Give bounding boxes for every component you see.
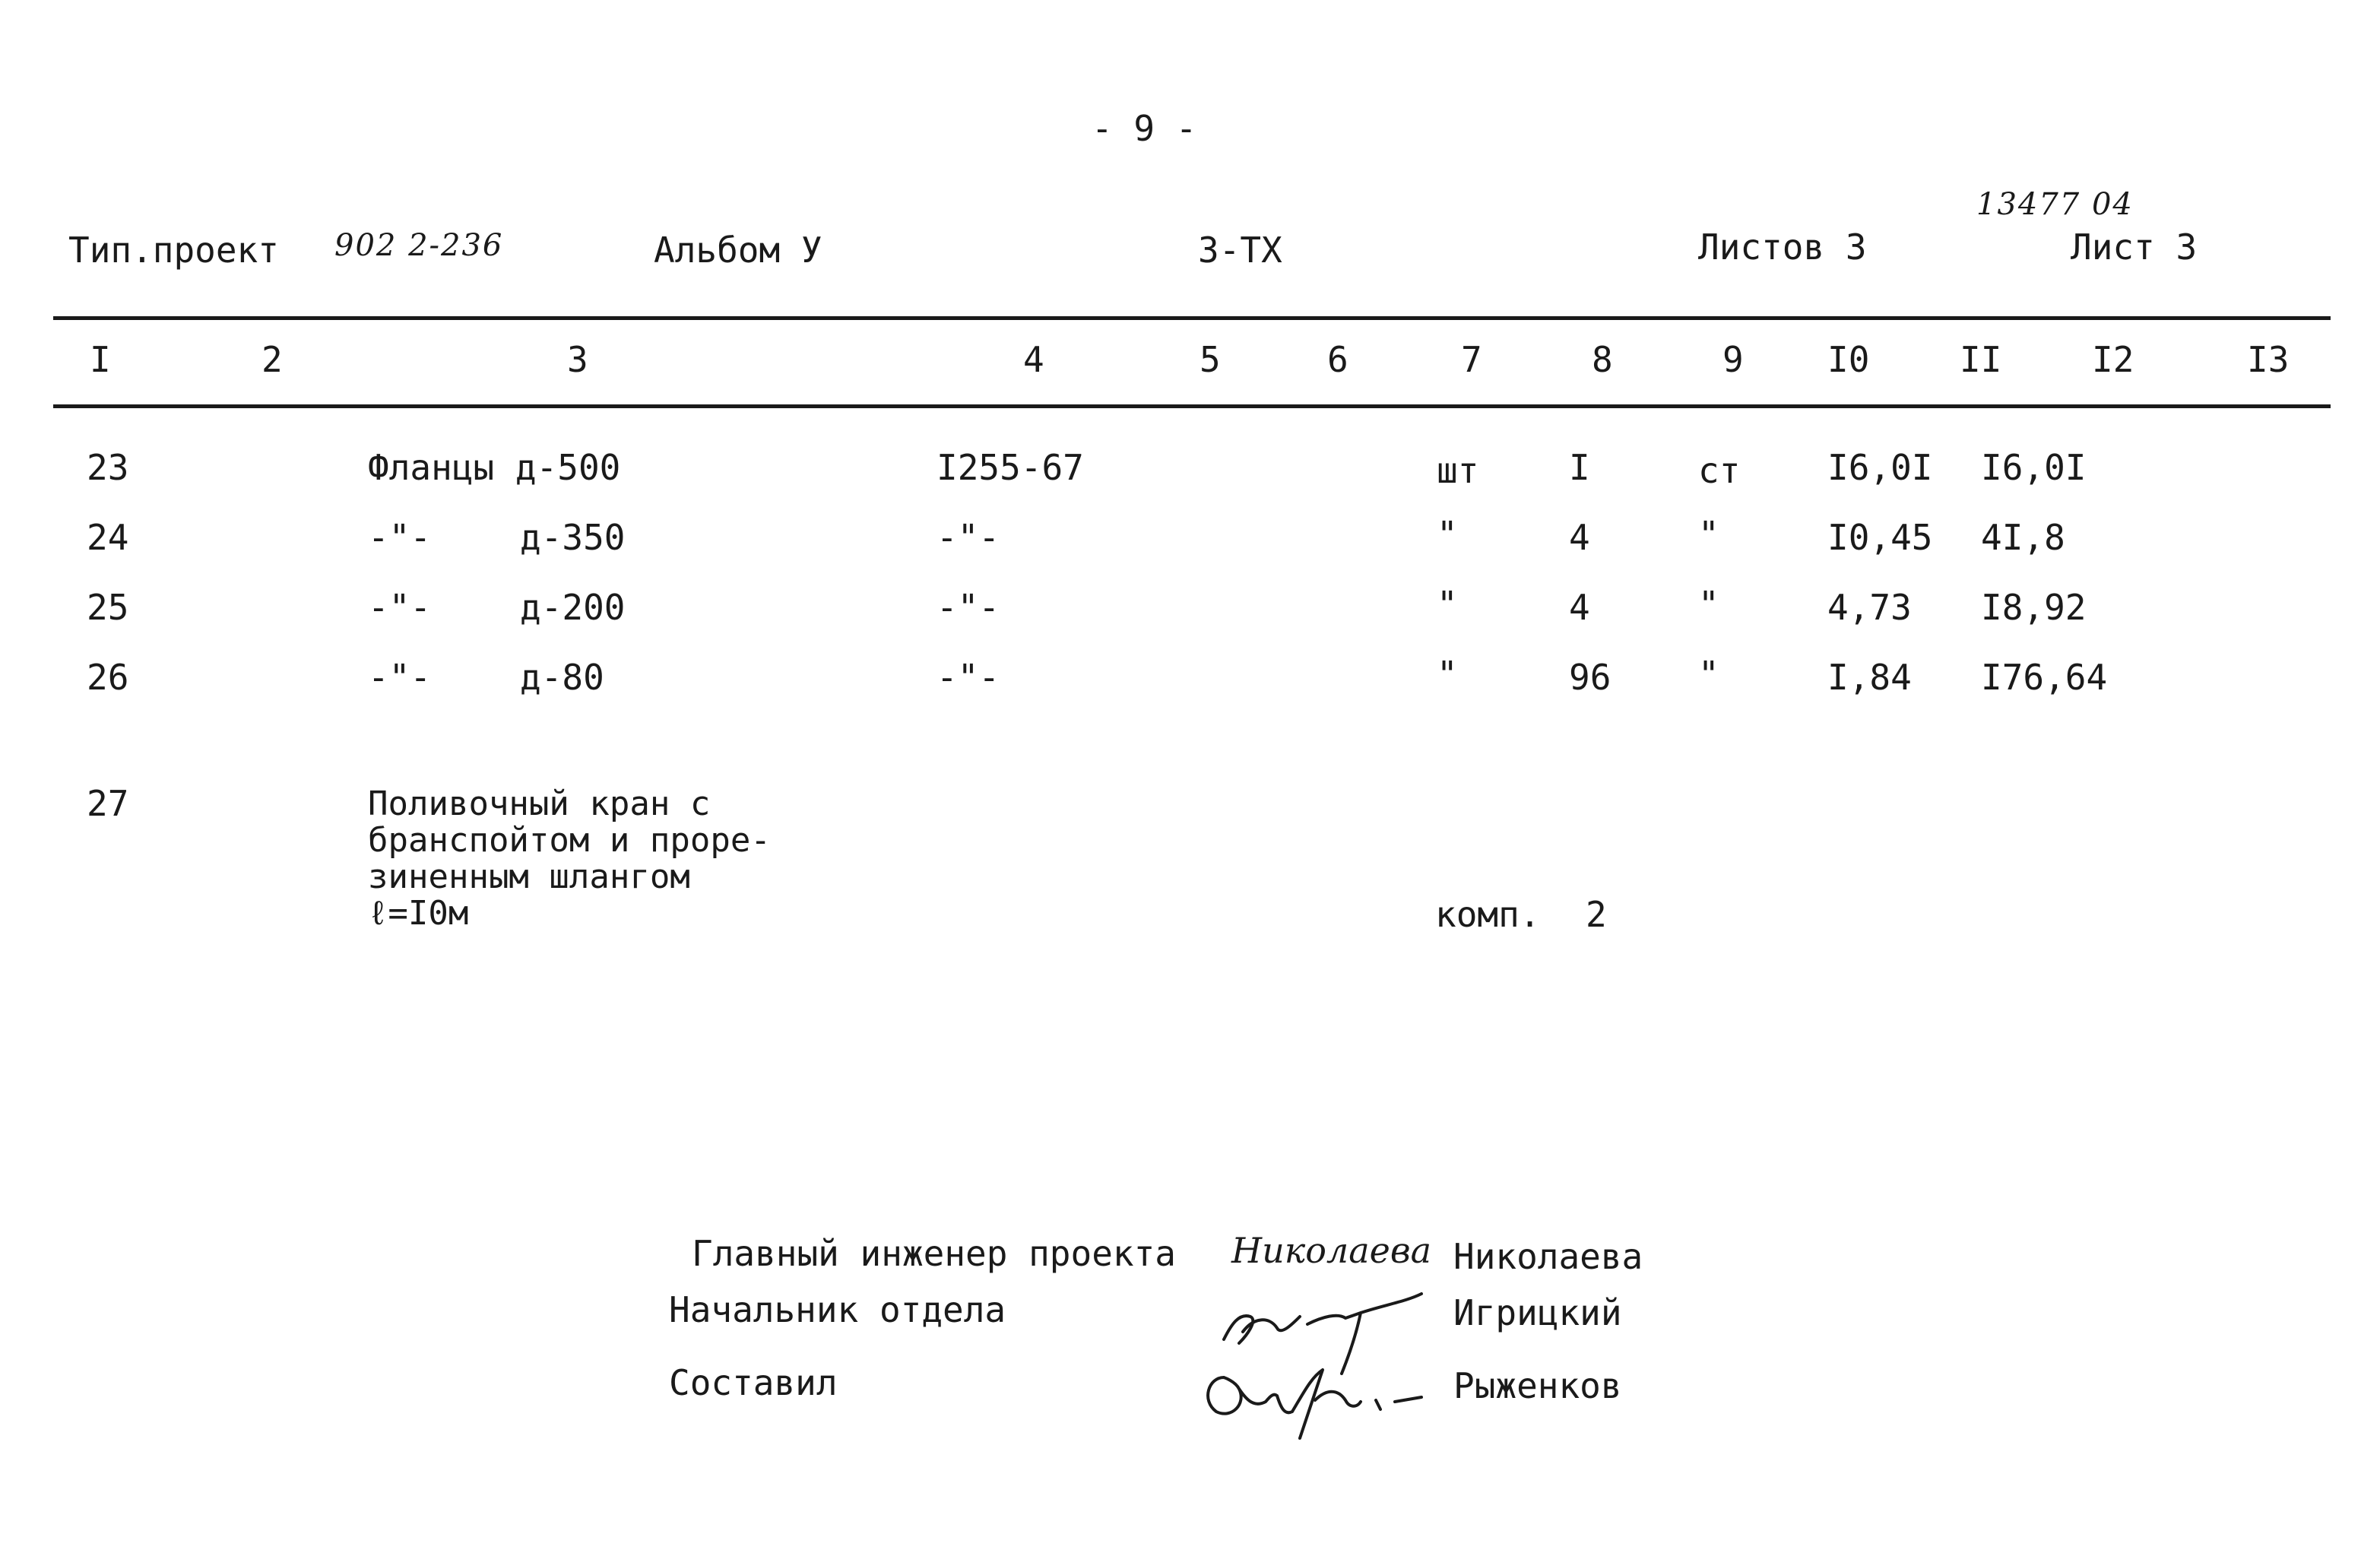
row-number: 25 [87, 587, 129, 628]
header-album: Альбом У [654, 230, 822, 271]
item-name: Фланцы д-500 [368, 447, 621, 488]
column-header: 2 [261, 339, 283, 380]
header-sheet: Лист 3 [2071, 227, 2198, 268]
row-number: 26 [87, 657, 129, 698]
item-price: I0,45 [1827, 517, 1933, 558]
item-unit: " [1437, 654, 1458, 695]
item-quantity: 96 [1569, 657, 1611, 698]
header-project-number: 902 2-236 [334, 228, 504, 263]
item-mark: " [1698, 654, 1719, 695]
item-unit: шт [1437, 450, 1479, 491]
signatory-name: Игрицкий [1453, 1292, 1622, 1333]
item-mark: " [1698, 584, 1719, 625]
item-quantity: 2 [1586, 894, 1607, 935]
column-header: 4 [1023, 339, 1044, 380]
handwritten-signature [1193, 1347, 1437, 1446]
item-document: -"- [936, 657, 1000, 698]
row-number: 24 [87, 517, 129, 558]
item-size: д-200 [520, 587, 626, 628]
item-price: 4,73 [1827, 587, 1912, 628]
column-header: I [90, 339, 111, 380]
row-number: 23 [87, 447, 129, 488]
handwritten-doc-code: 13477 04 [1976, 187, 2134, 222]
item-total: I8,92 [1981, 587, 2087, 628]
item-document: I255-67 [936, 447, 1084, 488]
item-size: д-80 [520, 657, 604, 698]
item-name-ditto: -"- [368, 587, 432, 628]
page-number: - 9 - [1092, 108, 1197, 149]
item-mark: " [1698, 514, 1719, 555]
signatory-name: Рыженков [1453, 1365, 1622, 1406]
header-section: З-ТХ [1198, 230, 1282, 271]
column-header: 9 [1722, 339, 1744, 380]
item-description: Поливочный кран с бранспойтом и проре- зиненным шлангом ℓ=I0м [368, 784, 771, 933]
item-mark: ст [1698, 450, 1741, 491]
signatory-title: Составил [669, 1362, 838, 1403]
item-size: д-350 [520, 517, 626, 558]
item-quantity: 4 [1569, 587, 1590, 628]
column-header: I2 [2092, 339, 2134, 380]
signatory-title: Начальник отдела [669, 1289, 1006, 1330]
column-header: 6 [1327, 339, 1348, 380]
row-number: 27 [87, 783, 129, 824]
item-price: I,84 [1827, 657, 1912, 698]
item-unit: " [1437, 514, 1458, 555]
signatory-name: Николаева [1453, 1236, 1643, 1277]
column-header: II [1960, 339, 2002, 380]
item-total: I76,64 [1981, 657, 2108, 698]
item-name-ditto: -"- [368, 657, 432, 698]
table-header-rule [53, 404, 2331, 408]
column-header: I0 [1827, 339, 1870, 380]
header-label: Тип.проект [68, 230, 279, 271]
column-header: 3 [567, 339, 588, 380]
column-header: I3 [2247, 339, 2290, 380]
column-header: 8 [1592, 339, 1613, 380]
item-document: -"- [936, 587, 1000, 628]
item-unit: комп. [1435, 894, 1541, 935]
item-price: I6,0I [1827, 447, 1933, 488]
column-header: 7 [1461, 339, 1482, 380]
handwritten-signature: Николаева [1231, 1230, 1432, 1271]
item-unit: " [1437, 584, 1458, 625]
item-quantity: 4 [1569, 517, 1590, 558]
header-sheets-total: Листов 3 [1698, 227, 1867, 268]
table-top-rule [53, 316, 2331, 320]
item-total: I6,0I [1981, 447, 2087, 488]
item-name-ditto: -"- [368, 517, 432, 558]
item-total: 4I,8 [1981, 517, 2065, 558]
item-document: -"- [936, 517, 1000, 558]
item-quantity: I [1569, 447, 1590, 488]
column-header: 5 [1200, 339, 1221, 380]
signatory-title: Главный инженер проекта [692, 1233, 1176, 1274]
